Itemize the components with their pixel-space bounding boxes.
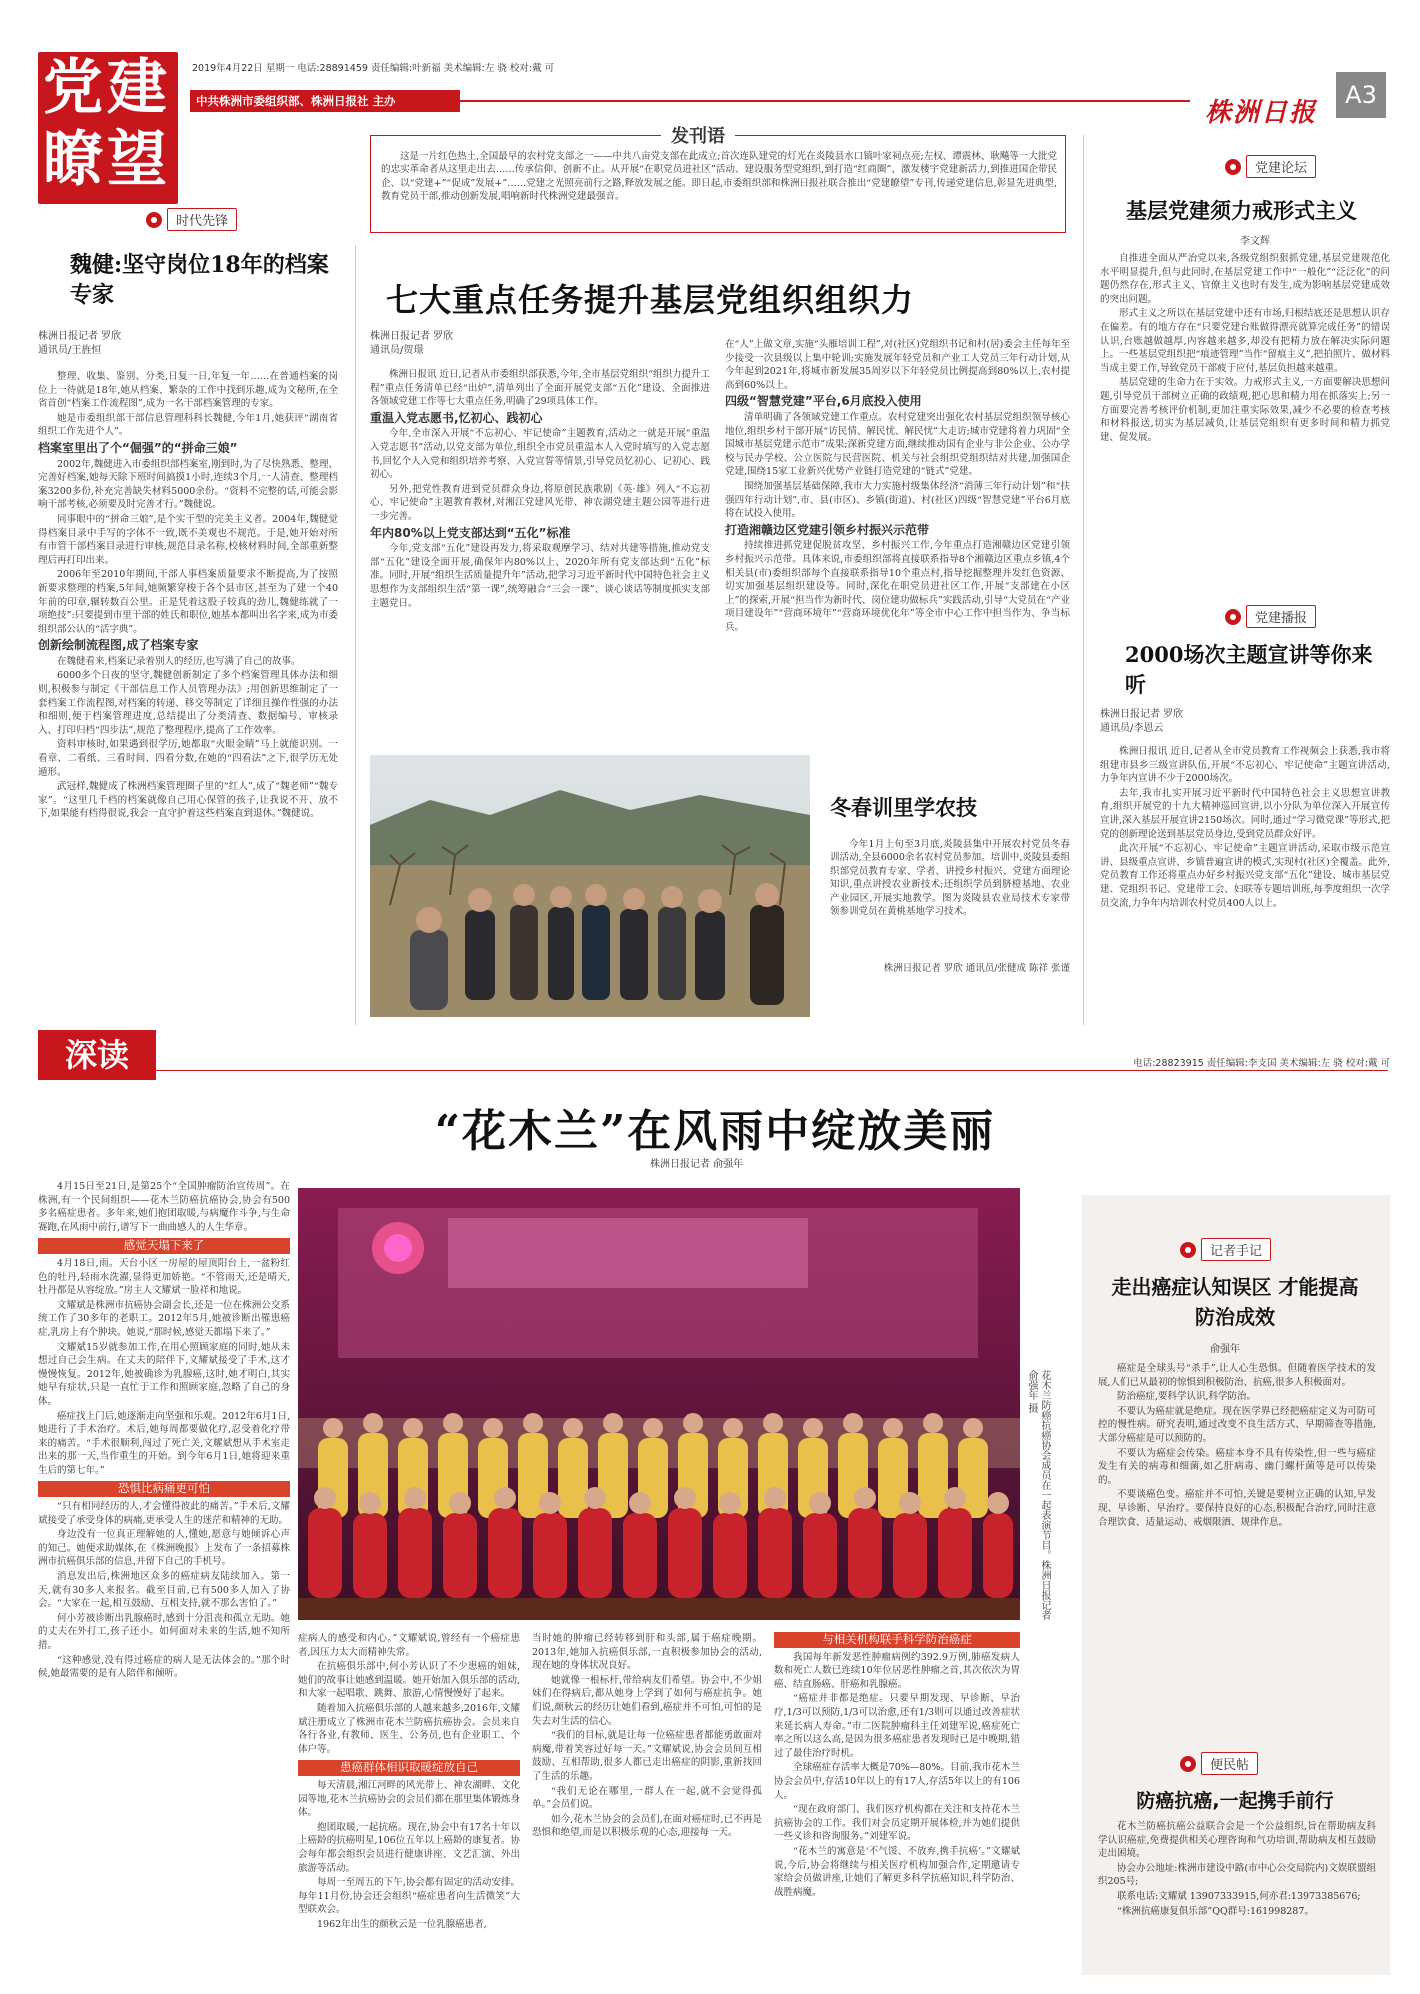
launch-note-title: 发刊语 [661,122,735,148]
tag-notice: 便民帖 [1180,1752,1258,1775]
tag-forum: 党建论坛 [1225,155,1316,178]
reporter-note-title: 走出癌症认知误区 才能提高防治成效 [1111,1275,1359,1329]
forum-body: 自推进全面从严治党以来,各级党组织狠抓党建,基层党建规范化水平明显提升,但与此同时,在基层党建工作中“一般化”“泛泛化”的问题仍然存在,形式主义、官僚主义也时有发生,成为影响基层党建成效的突出问题。 形式主义之所以在基层党建中还有市场,归根结底还是思想认识存在偏差。有的地方存在“只要党建台账做得漂亮就算完成任务”的错误认识,台账越做越厚,内容越来越多,却没有把精力放在解决实际问题上。一些基层党组织把“痕迹管理”当作“留痕主义”,把拍照片、做材料当成主要工作,导致党员干部疲于应付,基层负担越来越重。 基层党建的生命力在于实效。力戒形式主义,一方面要解决思想问题,引导党员干部树立正确的政绩观,把心思和精力用在抓落实上;另一方面要完善考核评价机制,更加注重实际效果,减少不必要的检查考核和材料报送,切实为基层减负,让基层党组织有更多时间和精力抓党建、促发展。 [1100,253,1390,443]
notice-title: 防癌抗癌,一起携手前行 [1136,1790,1334,1812]
feature-subhead-1: 感觉天塌下来了 [38,1238,290,1254]
farm-training-text: 今年1月上旬至3月底,炎陵县集中开展农村党员冬春训活动,全县6000余名农村党员参加。培训中,炎陵县委组织部党员教育专家、学者、讲授乡村振兴、党建方面理论知识,重点讲授农业新技术;还组织学员到脐橙基地、农业产业园区,开展实地教学。图为炎陵县农业局技术专家带领参训党员在黄桃基地学习技术。 [830,839,1070,918]
stage-photo [298,1188,1020,1620]
reporter-note-body: 癌症是全球头号“杀手”,让人心生恐惧。但随着医学技术的发展,人们已从最初的惊惧到积极防治、抗癌,很多人积极面对。 防治癌症,要科学认识,科学防治。 不要认为癌症就是绝症。现在医学界已经把癌症定义为可防可控的慢性病。研究表明,通过改变不良生活方式、早期筛查等措施,大部分癌症是可以预防的。 不要认为癌症会传染。癌症本身不具有传染性,但一些与癌症发生有关的病毒和细菌,如乙肝病毒、幽门螺杆菌等是可以传染的。 不要谈癌色变。癌症并不可怕,关键是要树立正确的认知,早发现、早诊断、早治疗。要保持良好的心态,积极配合治疗,同时注意合理饮食、适量运动、戒烟限酒、规律作息。 [1098,1363,1376,1528]
divider [355,245,356,1025]
bullet-icon [1225,609,1241,625]
tag-pioneer: 时代先锋 [146,208,237,231]
section-title: 党建 瞭望 [43,53,171,195]
feature-title: “花木兰”在风雨中绽放美丽 [434,1106,996,1157]
feature-subhead-2: 恐惧比病痛更可怕 [38,1481,290,1497]
main-subhead-2: 年内80%以上党支部达到“五化”标准 [370,525,571,540]
bullet-icon [1180,1242,1196,1258]
feature-subhead-3: 患癌群体相识取暖绽放自己 [298,1760,520,1776]
feature-col4: 与相关机构联手科学防治癌症 我国每年新发恶性肿瘤病例约392.9万例,肺癌发病人数和死亡人数已连续10年位居恶性肿瘤之首,其次依次为胃癌、结直肠癌、肝癌和乳腺癌。 “癌症并非都是绝症。只要早期发现、早诊断、早治疗,1/3可以预防,1/3可以治愈,还有1/3则可以通过改善症状来延长病人寿命。”市二医院肿瘤科主任刘建军说,癌症死亡率之所以这么高,是因为很多癌症患者发现时已是中晚期,错过了最佳治疗时机。 全球癌症存活率大概是70%—80%。目前,我市花木兰协会会员中,存活10年以上的有17人,存活5年以上的有106人。 “现在政府部门、我们医疗机构都在关注和支持花木兰抗癌协会的工作。我们对会员定期开展体检,并为她们提供一些义诊和咨询服务。”刘建军说。 “花木兰的寓意是‘不气馁、不放弃,携手抗癌’。”文耀斌说,今后,协会将继续与相关医疗机构加强合作,定期邀请专家给会员做讲座,让她们了解更多科学抗癌知识,科学防治、战胜病魔。 [774,1632,1020,1898]
reporter-note-author: 俞强年 [1210,1344,1240,1355]
farm-training-photo [370,755,810,1017]
main-body-col1: 株洲日报讯 近日,记者从市委组织部获悉,今年,全市基层党组织“组织力提升工程”重点任务清单已经“出炉”,清单列出了全面开展党支部“五化”建设、全面推进各领域党建工作等七大重点任务,明确了29项具体工作。 重温入党志愿书,忆初心、践初心 今年,全市深入开展“不忘初心、牢记使命”主题教育,活动之一就是开展“重温入党志愿书”活动,以党支部为单位,组织全市党员重温本人入党时填写的入党志愿书,回忆个人入党和组织培养考察、入党宣誓等情景,引导党员忆初心、记初心、践初心。 另外,把党性教育进到党员群众身边,将原创民族歌剧《英·雄》列入“不忘初心、牢记使命”主题教育教材,对湘江党建风光带、神农湖党建主题公园等进行进一步完善。 年内80%以上党支部达到“五化”标准 今年,党支部“五化”建设再发力,将采取观摩学习、结对共建等措施,推动党支部“五化”建设全面开展,确保年内80%以上、2020年所有党支部达到“五化”标准。同时,开展“组织生活质量提升年”活动,把学习习近平新时代中国特色社会主义思想作为支部组织生活“第一课”,统筹融合“三会一课”、谈心谈话等制度抓实支部主题党日。 [370,369,710,609]
main-title: 七大重点任务提升基层党组织组织力 [386,281,915,319]
farm-training-credit: 株洲日报记者 罗欣 通讯员/张健成 陈祥 张谨 [883,963,1070,974]
forum-author: 李文辉 [1240,236,1270,247]
main-subhead-4: 打造湘赣边区党建引领乡村振兴示范带 [725,522,930,537]
notice-body: 花木兰防癌抗癌公益联合会是一个公益组织,旨在帮助病友科学认识癌症,免费提供相关心理咨询和气功培训,帮助病友相互鼓励走出困境。 协会办公地址:株洲市建设中路(市中心公交局院内)文娱联盟组织205号; 联系电话:文耀斌 13907333915,何亦君:13973385676; “株洲抗癌康复俱乐部”QQ群号:161998287。 [1098,1821,1376,1917]
main-subhead-1: 重温入党志愿书,忆初心、践初心 [370,410,543,425]
main-body-col2: 在“人”上做文章,实施“头雁培训工程”,对(社区)党组织书记和村(居)委会主任每年至少接受一次县级以上集中轮训;实施发展年轻党员和产业工人党员三年行动计划,从今年起到2021年,将城市新发展35周岁以下年轻党员比例提高到80%以上,农村提高到60%以上。 四级“智慧党建”平台,6月底投入使用 清单明确了各领域党建工作重点。农村党建突出强化农村基层党组织领导核心地位,组织乡村干部开展“访民情、解民忧、解民忧”大走访;城市党建将着力巩固“全国城市基层党建示范市”成果;深新党建方面,继续推动国有企业与非公企业、公办学校与民办学校、公立医院与民营医院、机关与社会组织党组织结对共建,加强国企党建,围绕15家工业新兴优势产业链打造党建的“链式”党建。 围绕加强基层基础保障,我市大力实施村级集体经济“消薄三年行动计划”和“扶强四年行动计划”,市、县(市区)、乡镇(街道)、村(社区)四级“智慧党建”平台6月底将在试投入使用。 打造湘赣边区党建引领乡村振兴示范带 持续推进抓党建促脱贫攻坚、乡村振兴工作,今年重点打造湘赣边区党建引领乡村振兴示范带。具体来说,市委组织部将直接联系指导8个湘赣边区重点乡镇,4个相关县(市)委组织部每个直接联系指导10个重点村,指导挖掘整理并发红色资源、切实加强基层组织建设等。同时,深化在职党员进社区工作,开展“支部建在小区上”的探索,开展“担当作为新时代、岗位建功做标兵”实践活动,引导“大党员在“产业项目建设年”“营商环境年”“营商环境优化年”等全市中心工作中担当作为、争当标兵。 [725,339,1070,633]
broadcast-body: 株洲日报讯 近日,记者从全市党员教育工作视频会上获悉,我市将组建市县乡三级宣讲队伍,开展“不忘初心、牢记使命”主题宣讲活动,力争年内宣讲不少于2000场次。 去年,我市扎实开展习近平新时代中国特色社会主义思想宣讲教育,组织开展党的十九大精神巡回宣讲,以小分队为单位深入开展宣传宣讲,深入基层开展宣讲2150场次。同时,通过“学习微党课”等形式,把党的创新理论送到基层党员身边,受到党员群众好评。 此次开展“不忘初心、牢记使命”主题宣讲活动,采取市级示范宣讲、县级重点宣讲、乡镇普遍宣讲的模式,实现村(社区)全覆盖。此外,党员教育工作还将重点办好乡村振兴党支部“五化”建设、城市基层党建、党组织书记、党建带工会、妇联等专题培训班,每季度组织一次学员交流,力争年内培训农村党员400人以上。 [1100,746,1390,909]
tag-broadcast: 党建播报 [1225,605,1316,628]
bullet-icon [1225,159,1241,175]
main-subhead-3: 四级“智慧党建”平台,6月底投入使用 [725,394,922,409]
launch-note-box [370,126,1066,233]
divider [1083,135,1084,1025]
stage-photo-caption: 花木兰防癌抗癌协会成员在一起表演节目。株洲日报记者 俞强年 摄 [1026,1370,1050,1620]
feature-byline: 株洲日报记者 俞强年 [650,1159,744,1170]
tag-reporter-note: 记者手记 [1180,1238,1271,1261]
header-meta: 2019年4月22日 星期一 电话:28891459 责任编辑:叶新福 美术编辑:左 骁 校对:戴 可 [192,63,555,74]
bottom-meta: 电话:28823915 责任编辑:李支国 美术编辑:左 骁 校对:戴 可 [1133,1058,1390,1069]
main-byline: 株洲日报记者 罗欣 通讯员/贺璟 [370,331,454,356]
section-rule [156,1070,1388,1071]
feature-subhead-4: 与相关机构联手科学防治癌症 [774,1632,1020,1648]
launch-note-text: 这是一片红色热土,全国最早的农村党支部之一——中共八亩党支部在此成立;首次连队建党的灯光在炎陵县水口镇叶家祠点亮;左权、谭震林、耿飚等一大批党的忠实革命者从这里走出去……传承信仰、创新不止。从开展“在职党员进社区”活动、建设服务型党组织,到打造“红商圈”、激发楼宇党建新活力,到推进国企带民企、以“党建+”“促成”发展+”……党建之光照亮前行之路,释放发展之能。即日起,市委组织部和株洲日报社联合推出“党建瞭望”专刊,传递党建信息,彰显先进典型,教育党员干部,推动创新发展,唱响新时代株洲党建最强音。 [381,151,1057,203]
pioneer-title: 魏健:坚守岗位18年的档案专家 [70,252,329,308]
farm-training-title: 冬春训里学农技 [830,796,977,820]
section-tag-deep-read: 深读 [38,1030,156,1080]
sponsor-bar: 中共株洲市委组织部、株洲日报社 主办 [190,90,460,112]
feature-col1: 4月15日至21日,是第25个“全国肿瘤防治宣传周”。在株洲,有一个民间组织——花木兰防癌抗癌协会,协会有500多名癌症患者。多年来,她们抱团取暖,与病魔作斗争,与生命赛跑,在风雨中前行,谱写下一曲曲感人的人生华章。 感觉天塌下来了 4月18日,雨。天台小区一房屋的屋顶阳台上,一盆粉红色的牡丹,轻雨水洗濯,显得更加娇艳。“不管雨天,还是晴天,牡丹都是从容绽放。”房主人文耀斌一脸祥和地说。 文耀斌是株洲市抗癌协会副会长,还是一位在株洲公交系统工作了30多年的老职工。2012年5月,她被诊断出罹患癌症,乳房上有个肿块。她说,“那时候,感觉天都塌下来了。” 文耀斌15岁就参加工作,在用心照顾家庭的同时,她从未想过自己会生病。在丈夫的陪伴下,文耀斌接受了手术,这才慢慢恢复。2012年,她被确诊为乳腺癌,这时,她才明白,其实她早有症状,只是一直忙于工作和照顾家庭,忽略了自己的身体。 癌症找上门后,她逐渐走向坚强和乐观。2012年6月1日,她进行了手术治疗。术后,她每周都要做化疗,忍受着化疗带来的痛苦。“手术很顺利,闯过了死亡关,文耀斌想从手术室走出来的那一天,当作重生的开始。到今年6月1日,她将迎来重生后的第七年。” 恐惧比病痛更可怕 “只有相同经历的人,才会懂得彼此的痛苦。”手术后,文耀斌接受了承受身体的病痛,更承受人生的迷茫和精神的无助。 身边没有一位真正理解她的人,懂她,愿意与她倾诉心声的知己。她便求助媒体,在《株洲晚报》上发布了一条招募株洲市抗癌俱乐部的信息,并留下自己的手机号。 消息发出后,株洲地区众多的癌症病友陆续加入。第一天,就有30多人来报名。截至目前,已有500多人加入了协会。“大家在一起,相互鼓励、互相支持,就不那么害怕了。” 何小芳被诊断出乳腺癌时,感到十分沮丧和孤立无助。她的丈夫在外打工,孩子还小。如何面对未来的生活,她不知所措。 “这种感觉,没有得过癌症的病人是无法体会的。”那个时候,她最需要的是有人陪伴和倾听。 [38,1181,290,1680]
feature-col3: 当时她的肿瘤已经转移到肝和头部,属于癌症晚期。2013年,她加入抗癌俱乐部,一直积极参加协会的活动,现在她的身体状况良好。 她就像一根标杆,带给病友们希望。协会中,不少姐妹们在得病后,都从她身上学到了如何与癌症抗争。她们说,颜秋云的经历让她们看到,癌症并不可怕,可怕的是失去对生活的信心。 “我们的目标,就是让每一位癌症患者都能勇敢面对病魔,带着笑容过好每一天。”文耀斌说,协会会员间互相鼓励、互相帮助,很多人都已走出癌症的阴影,重新找回了生活的乐趣。 “我们无论在哪里,一群人在一起,就不会觉得孤单。”会员们说。 如今,花木兰协会的会员们,在面对癌症时,已不再是恐惧和绝望,而是以积极乐观的心态,迎接每一天。 [532,1633,762,1839]
bullet-icon [146,212,162,228]
farm-training-illustration [370,755,810,1017]
stage-performance-illustration [298,1188,1020,1620]
bullet-icon [1180,1756,1196,1772]
pioneer-byline: 株洲日报记者 罗欣 通讯员/王旌恒 [38,331,122,356]
forum-title: 基层党建须力戒形式主义 [1126,198,1357,223]
header-rule [460,100,1190,102]
broadcast-title: 2000场次主题宣讲等你来听 [1125,642,1373,697]
pioneer-subhead-2: 创新绘制流程图,成了档案专家 [38,638,199,653]
pioneer-body: 整理、收集、鉴别、分类,日复一日,年复一年……在普通档案的岗位上一待就是18年,她从档案、繁杂的工作中找到乐趣,成为文秘所,在全省首创“档案工作流程图”,成为一名干部档案管理的专家。 她是市委组织部干部信息管理科科长魏健,今年1月,她获评“湖南省组织工作先进个人”。 档案室里出了个“倔强”的“拼命三娘” 2002年,魏健进入市委组织部档案室,刚到时,为了尽快熟悉、整理、完善好档案,她每天除下班时间搞摸1小时,连续3个月,一人清查、整理档案3200多份,补充完善缺失材料5000余份。“资料不完整的话,可能会影响干部考核,必须要及时完善才行。”魏健说。 同事眼中的“拼命三娘”,是个实干型的完美主义者。2004年,魏健觉得档案目录中手写的字体不一致,既不美观也不规范。于是,她开始对所有市管干部档案目录进行审核,规范目录名称,校核材料时间,全部重新整理后再打印出来。 2006年至2010年期间,干部人事档案质量要求不断提高,为了按照新要求整理的档案,5年间,她频繁穿梭于各个县市区,甚至为了建一个40年前的印章,辗转数百公里。正是凭着这股子较真的劲儿,魏健练就了一项绝技”:只要提到市里干部的姓氏和职位,她基本都叫出名字来,成为市委组织部公认的“活字典”。 创新绘制流程图,成了档案专家 在魏健看来,档案记录着别人的经历,也写满了自己的故事。 6000多个日夜的坚守,魏健创新制定了多个档案管理具体办法和细则,积极参与制定《干部信息工作人员管理办法》;用创新思维制定了一套档案工作流程图,对档案的转递、移交等制定了详细且操作性强的办法和细则,便于档案管理进度,总结提出了分类清查、数据编号、审核录入、打印归档“四步法”,规范了整理程序,提高了工作效率。 资料审核时,如果遇到很学历,她都取“火眼金睛”马上就能识别。一看章、二看纸、三看时间、四看分数,在她的“四看法”之下,很学历无处遁形。 武冠样,魏健成了株洲档案管理圈子里的“红人”,成了“魏老师”“魏专家”。“这里几千档的档案就像自己用心保管的孩子,让我说不开、放不下,如果能有档得很说,我会一直守护着这些档案直到退休。”魏健说。 [38,371,338,820]
page-number: A3 [1336,72,1386,118]
broadcast-byline: 株洲日报记者 罗欣 通讯员/李恩云 [1100,709,1184,734]
paper-name-logo: 株洲日报 [1205,98,1318,128]
pioneer-subhead-1: 档案室里出了个“倔强”的“拼命三娘” [38,440,238,455]
feature-col2: 症病人的感受和内心。”文耀斌说,曾经有一个癌症患者,因压力太大而精神失常。 在抗癌俱乐部中,何小芳认识了不少患癌的姐妹,她们的故事让她感到温暖。她开始加入俱乐部的活动,和大家一起唱歌、跳舞、旅游,心情慢慢好了起来。 随着加入抗癌俱乐部的人越来越多,2016年,文耀斌注册成立了株洲市花木兰防癌抗癌协会。会员来自各行各业,有教师、医生、公务员,也有企业职工、个体户等。 患癌群体相识取暖绽放自己 每天清晨,湘江河畔的风光带上、神农湖畔、文化园等地,花木兰抗癌协会的会员们都在那里集体锻炼身体。 抱团取暖,一起抗癌。现在,协会中有17名十年以上癌龄的抗癌明星,106位五年以上癌龄的康复者。协会每年都会组织会员进行健康讲座、文艺汇演、外出旅游等活动。 每周一至周五的下午,协会都有固定的活动安排。每年11月份,协会还会组织“癌症患者向生活微笑”大型联欢会。 1962年出生的颜秋云是一位乳腺癌患者, [298,1633,520,1930]
